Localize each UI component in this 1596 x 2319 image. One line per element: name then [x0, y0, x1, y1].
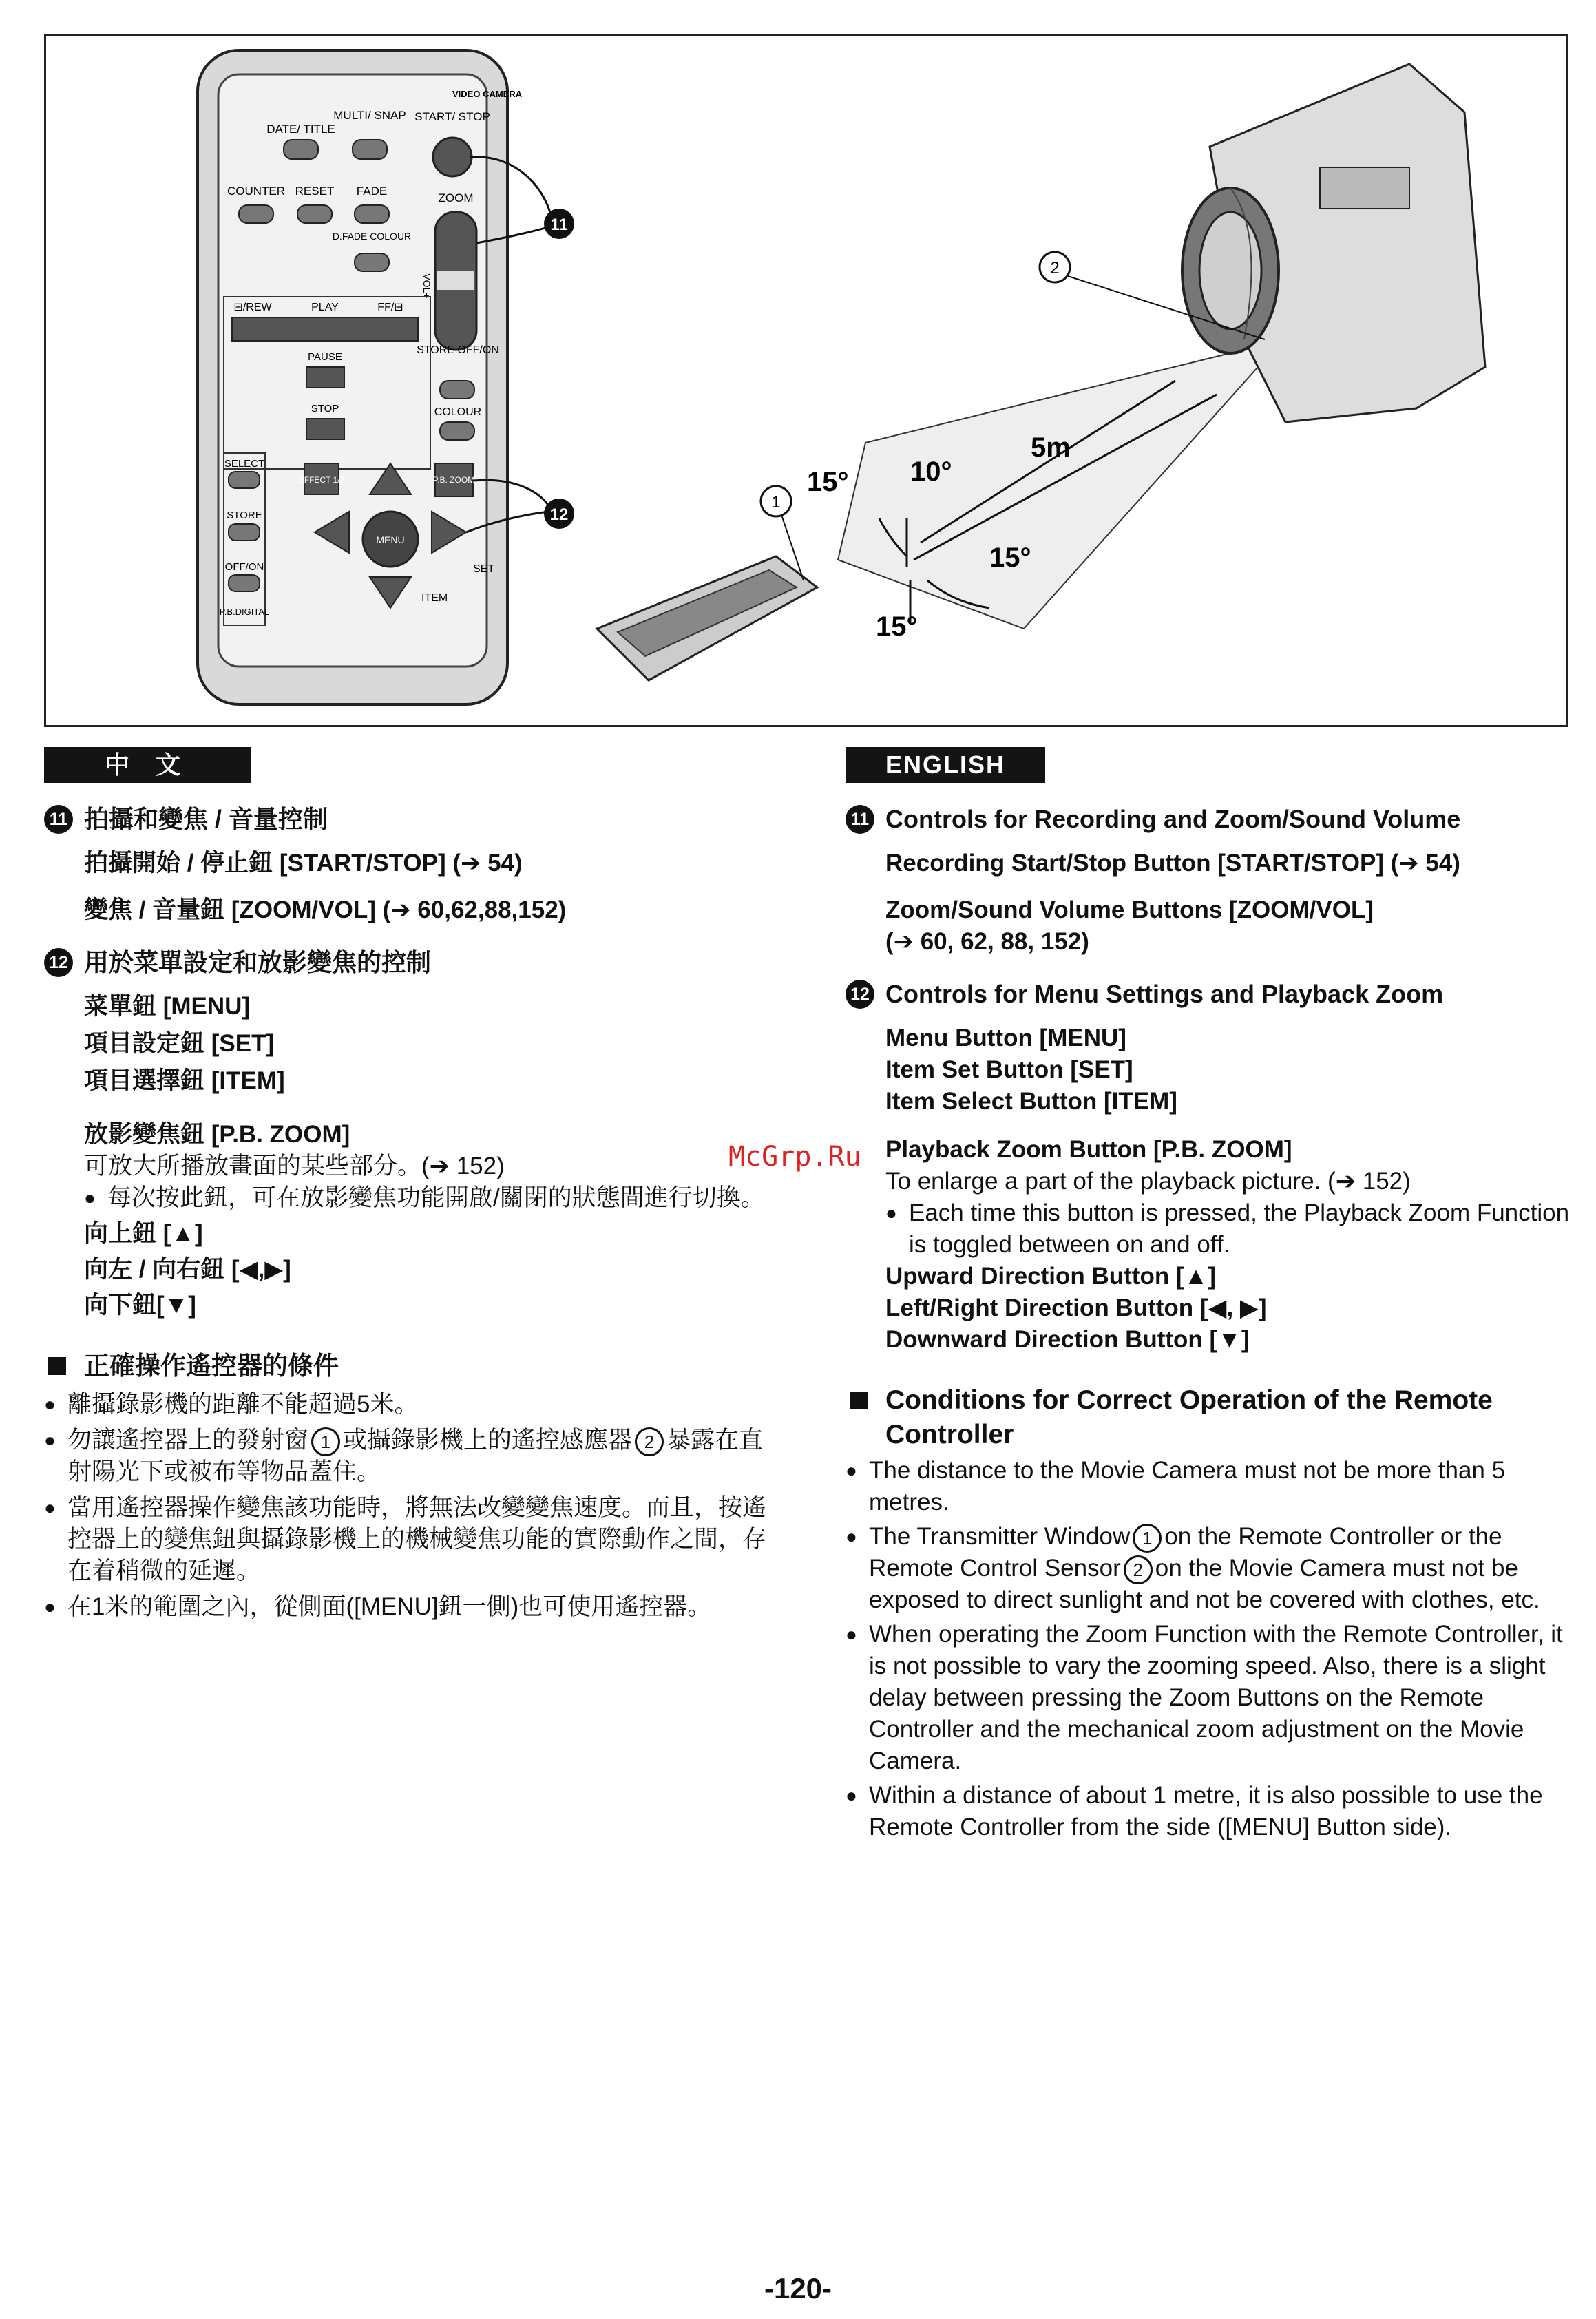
- zh-leftright-line: 向左 / 向右鈕 [◀,▶]: [84, 1256, 291, 1283]
- zh-pbzoom-line: 放影變焦鈕 [P.B. ZOOM]: [84, 1121, 350, 1148]
- en-cond-bullet-4: ● Within a distance of about 1 metre, it is also possible to use the Remote Controller from the side ([MENU] Button side).: [846, 1782, 1543, 1840]
- store-offon-label: STORE OFF/ON: [417, 344, 499, 356]
- en-section-11-title: Controls for Recording and Zoom/Sound Volume: [885, 805, 1461, 833]
- en-cond-bullet-2: ● The Transmitter Window 1 on the Remote Controller or the Remote Control Sensor 2 on the Movie Camera must not be exposed to direct sunlight and not be covered with clothes, etc.: [846, 1523, 1540, 1613]
- rew-label: ⊟/REW: [233, 302, 272, 313]
- en-leftright-line: Left/Right Direction Button [◀, ▶]: [885, 1294, 1267, 1321]
- offon-label: OFF/ON: [224, 561, 264, 573]
- ref-circle-1: 1: [311, 1427, 340, 1456]
- pause-button: [306, 367, 344, 388]
- zh-section-12-title: 用於菜單設定和放影變焦的控制: [84, 948, 432, 976]
- dfade-colour-label: D.FADE COLOUR: [332, 231, 412, 242]
- ref-circle-1: 1: [1133, 1524, 1162, 1553]
- en-start-stop-line: Recording Start/Stop Button [START/STOP] (➔ 54): [885, 850, 1460, 877]
- chinese-language-tab: 中 文: [44, 747, 251, 783]
- pb-zoom-label: P.B. ZOOM: [432, 475, 475, 485]
- ff-label: FF/⊟: [377, 302, 403, 313]
- zh-zoom-vol-line: 變焦 / 音量鈕 [ZOOM/VOL] (➔ 60,62,88,152): [84, 896, 567, 923]
- pause-label: PAUSE: [308, 351, 342, 363]
- effect-label: EFFECT 1/2: [298, 475, 345, 485]
- reset-label: RESET: [295, 185, 335, 198]
- brand-label: VIDEO CAMERA: [452, 89, 523, 99]
- en-zoom-vol-pages: (➔ 60, 62, 88, 152): [885, 928, 1089, 955]
- watermark: McGrp.Ru: [728, 1141, 861, 1173]
- zh-section-11: [44, 804, 774, 835]
- zh-section-12: [44, 947, 774, 978]
- store-button: [229, 524, 260, 541]
- start-stop-button: [433, 138, 472, 176]
- zh-conditions-heading: 正確操作遙控器的條件: [44, 1349, 774, 1383]
- angle-15-bottom: 15°: [876, 611, 918, 642]
- pb-digital-label: P.B.DIGITAL: [219, 607, 270, 617]
- remote-and-camera-illustration: [46, 36, 1566, 725]
- zh-pbzoom-bullet: ● 每次按此鈕，可在放影變焦功能開啟/關閉的狀態間進行切換。: [84, 1182, 774, 1214]
- zh-cond-bullet-1: ● 離攝錄影機的距離不能超過5米。: [44, 1391, 419, 1418]
- ref-circle-2: 2: [1124, 1555, 1153, 1584]
- english-column: [846, 747, 1575, 1843]
- en-section-11-badge: 11: [846, 805, 874, 834]
- zh-start-stop-line: 拍攝開始 / 停止鈕 [START/STOP] (➔ 54): [84, 850, 523, 877]
- en-menu-line: Menu Button [MENU]: [885, 1025, 1126, 1051]
- zh-section-11-title: 拍攝和變焦 / 音量控制: [84, 805, 328, 833]
- angle-10: 10°: [910, 457, 952, 487]
- zoom-label: ZOOM: [438, 191, 474, 204]
- start-stop-label: START/ STOP: [414, 110, 490, 123]
- en-section-12-badge: 12: [846, 980, 874, 1009]
- zoom-rocker-divider: [437, 271, 474, 290]
- date-title-button: [284, 140, 318, 159]
- en-down-line: Downward Direction Button [▼]: [885, 1326, 1250, 1353]
- angle-15-right: 15°: [989, 543, 1031, 573]
- counter-label: COUNTER: [227, 185, 286, 198]
- angle-15-left: 15°: [807, 467, 849, 497]
- en-cond-bullet-3: ● When operating the Zoom Function with the Remote Controller, it is not possible to vary the zooming speed. Also, there is a slight delay between pressing the Zoom Buttons on the Remote Controller and the mechanical zoom adjustment on the Movie Camera.: [846, 1621, 1563, 1774]
- en-pbzoom-bullet: ● Each time this button is pressed, the Playback Zoom Function is toggled between on and off.: [885, 1199, 1570, 1258]
- en-set-line: Item Set Button [SET]: [885, 1056, 1133, 1083]
- bullet-dot: ●: [84, 1187, 96, 1208]
- ref-circle-2: 2: [635, 1427, 664, 1456]
- fade-button: [355, 205, 389, 223]
- item-label: ITEM: [421, 592, 448, 604]
- zh-menu-line: 菜單鈕 [MENU]: [84, 993, 251, 1020]
- english-language-tab: ENGLISH: [846, 747, 1045, 783]
- multi-snap-button: [353, 140, 387, 159]
- en-zoom-vol-line: Zoom/Sound Volume Buttons [ZOOM/VOL]: [885, 896, 1374, 923]
- transport-buttons: [232, 317, 418, 341]
- callout-12-number: 12: [549, 505, 569, 524]
- dfade-button: [355, 253, 389, 271]
- vol-label: -VOL+: [421, 270, 432, 299]
- small-remote-drawing: [597, 556, 817, 680]
- zh-item-line: 項目選擇鈕 [ITEM]: [84, 1067, 285, 1094]
- set-label: SET: [473, 563, 495, 575]
- select-button: [229, 472, 260, 488]
- en-conditions-heading: Conditions for Correct Operation of the Remote Controller: [846, 1383, 1575, 1452]
- zh-pbzoom-desc: 可放大所播放畫面的某些部分。(➔ 152): [84, 1153, 505, 1179]
- distance-5m: 5m: [1031, 432, 1071, 463]
- chinese-column: [44, 747, 774, 1623]
- en-section-12: [846, 978, 1575, 1010]
- stop-button: [306, 419, 344, 439]
- marker-2-number: 2: [1050, 259, 1060, 277]
- en-section-11: [846, 804, 1575, 835]
- colour-button: [440, 422, 474, 440]
- en-cond-bullet-1: ● The distance to the Movie Camera must not be more than 5 metres.: [846, 1457, 1506, 1515]
- store-label: STORE: [227, 510, 262, 521]
- zh-cond-bullet-2: ● 勿讓遙控器上的發射窗 1 或攝錄影機上的遙控感應器 2 暴露在直射陽光下或被布等物品蓋住。: [44, 1427, 764, 1485]
- en-section-12-title: Controls for Menu Settings and Playback Zoom: [885, 980, 1444, 1008]
- zh-cond-bullet-3: ● 當用遙控器操作變焦該功能時，將無法改變變焦速度。而且，按遙控器上的變焦鈕與攝錄影機上的機械變焦功能的實際動作之間，存在着稍微的延遲。: [44, 1494, 767, 1584]
- multi-snap-label: MULTI/ SNAP: [333, 109, 406, 122]
- en-up-line: Upward Direction Button [▲]: [885, 1263, 1216, 1290]
- fade-label: FADE: [356, 185, 388, 198]
- en-pbzoom-desc: To enlarge a part of the playback picture. (➔ 152): [885, 1168, 1411, 1195]
- zh-set-line: 項目設定鈕 [SET]: [84, 1030, 275, 1057]
- zh-section-12-badge: 12: [44, 948, 73, 977]
- page-number: -120-: [764, 2272, 832, 2305]
- offon-button: [229, 575, 260, 591]
- marker-1-number: 1: [771, 493, 781, 512]
- illustration-panel: [44, 34, 1568, 727]
- zh-down-line: 向下鈕[▼]: [84, 1292, 196, 1319]
- stop-label: STOP: [311, 403, 339, 415]
- colour-label: COLOUR: [434, 406, 482, 418]
- menu-label: MENU: [376, 534, 405, 545]
- store-offon-button: [440, 381, 474, 399]
- zh-cond-bullet-4: ● 在1米的範圍之內，從側面([MENU]鈕一側)也可使用遙控器。: [44, 1593, 712, 1620]
- heading-square-marker: [48, 1357, 66, 1375]
- callout-11-number: 11: [550, 216, 568, 234]
- reset-button: [297, 205, 332, 223]
- select-label: SELECT: [224, 458, 265, 470]
- en-pbzoom-line: Playback Zoom Button [P.B. ZOOM]: [885, 1136, 1292, 1163]
- heading-square-marker: [850, 1392, 868, 1409]
- en-item-line: Item Select Button [ITEM]: [885, 1088, 1177, 1115]
- date-title-label: DATE/ TITLE: [266, 123, 335, 136]
- zh-section-11-badge: 11: [44, 805, 73, 834]
- zh-up-line: 向上鈕 [▲]: [84, 1220, 203, 1247]
- counter-button: [239, 205, 273, 223]
- play-label: PLAY: [311, 302, 339, 313]
